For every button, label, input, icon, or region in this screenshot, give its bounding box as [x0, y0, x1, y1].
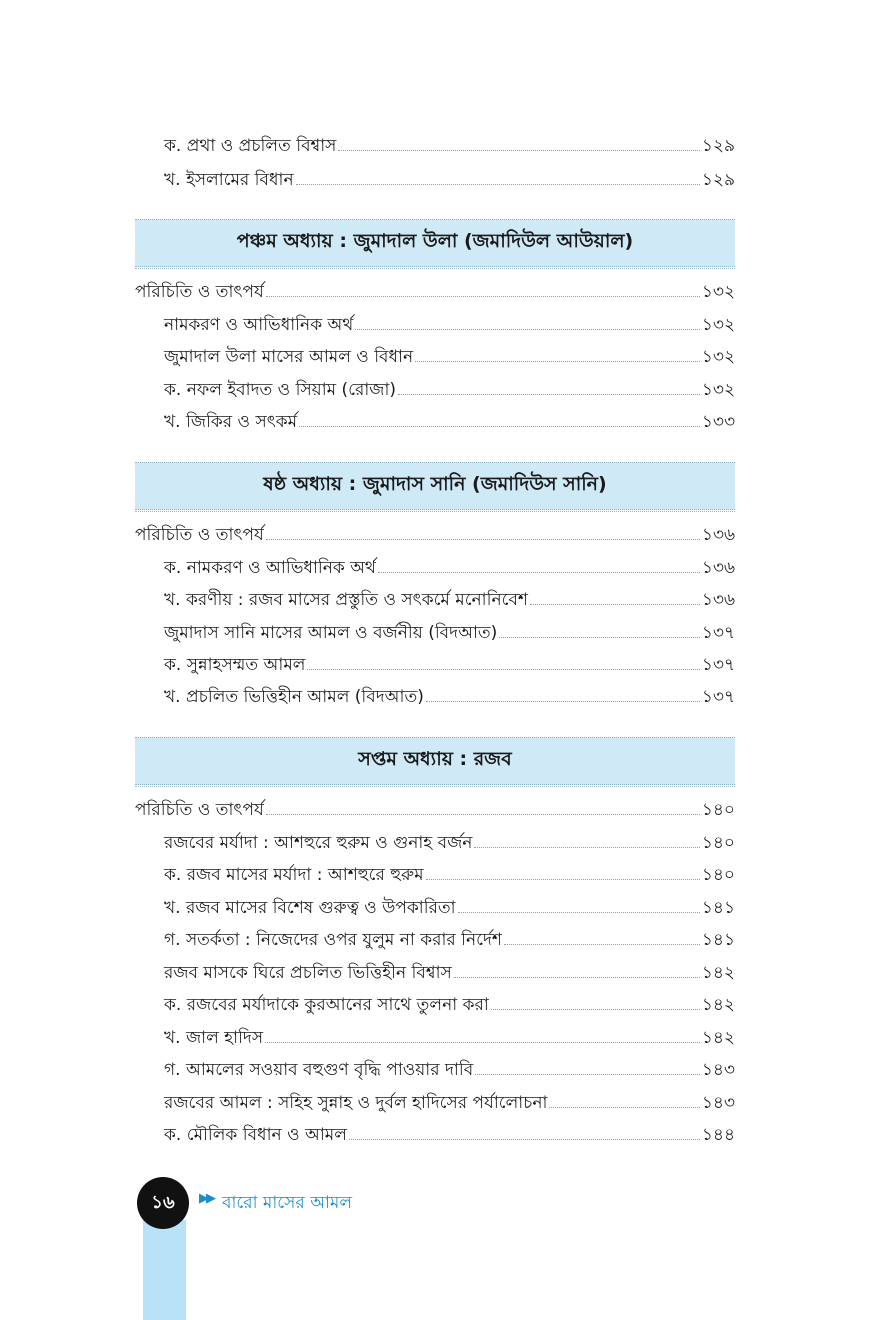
toc-entry-page: ১৪৩ [701, 1060, 735, 1080]
toc-entry-page: ১৪৩ [701, 1093, 735, 1113]
toc-entry[interactable] [135, 892, 735, 920]
toc-entry-page: ১৪০ [701, 800, 735, 820]
page-number-badge [137, 1177, 189, 1229]
toc-entry-page: ১২৯ [701, 136, 735, 156]
dotted-leader [454, 976, 700, 978]
toc-entry[interactable] [135, 374, 735, 402]
dotted-leader [474, 846, 699, 848]
dotted-leader [349, 1138, 700, 1140]
toc-entry-label: ক. সুন্নাহসম্মত আমল [164, 655, 306, 675]
dotted-leader [338, 149, 699, 151]
toc-entry-page: ১৩৬ [701, 590, 735, 610]
toc-entry-label: জুমাদাস সানি মাসের আমল ও বর্জনীয় (বিদআত) [164, 623, 498, 643]
toc-entry[interactable] [135, 1087, 735, 1115]
toc-entry[interactable] [135, 519, 735, 547]
chapter-title: ষষ্ঠ অধ্যায় : জুমাদাস সানি (জমাদিউস সানি) [263, 473, 607, 495]
toc-entry-page: ১৩৩ [701, 412, 735, 432]
dotted-leader [296, 183, 700, 185]
chapter-heading [135, 219, 735, 267]
toc-entry-page: ১৩৬ [701, 525, 735, 545]
toc-entry[interactable] [135, 957, 735, 985]
toc-entry-page: ১২৯ [701, 170, 735, 190]
dotted-leader [355, 328, 700, 330]
toc-entry-page: ১৪২ [701, 1028, 735, 1048]
toc-entry[interactable] [135, 130, 735, 158]
toc-entry-label: খ. জিকির ও সৎকর্ম [164, 412, 298, 432]
dotted-leader [266, 295, 700, 297]
dotted-leader [266, 538, 700, 540]
toc-entry[interactable] [135, 1022, 735, 1050]
toc-entry-label: গ. আমলের সওয়াব বহুগুণ বৃদ্ধি পাওয়ার দাবি [164, 1060, 474, 1080]
toc-entry-page: ১৩৬ [701, 558, 735, 578]
toc-entry-label: খ. রজব মাসের বিশেষ গুরুত্ব ও উপকারিতা [164, 898, 456, 918]
toc-entry-page: ১৪১ [701, 898, 735, 918]
dotted-leader [299, 425, 700, 427]
toc-entry-page: ১৩২ [701, 347, 735, 367]
toc-entry-label: খ. করণীয় : রজব মাসের প্রস্তুতি ও সৎকর্মে মনোনিবেশ [164, 590, 528, 610]
toc-entry[interactable] [135, 276, 735, 304]
dotted-leader [398, 393, 700, 395]
toc-entry-page: ১৩২ [701, 315, 735, 335]
dotted-leader [426, 700, 700, 702]
dotted-leader [307, 668, 699, 670]
running-book-title: বারো মাসের আমল [222, 1193, 353, 1213]
toc-entry-label: ক. নামকরণ ও আভিধানিক অর্থ [164, 558, 376, 578]
toc-entry-label: খ. জাল হাদিস [164, 1028, 264, 1048]
toc-entry[interactable] [135, 989, 735, 1017]
dotted-leader [491, 1008, 700, 1010]
toc-entry-label: রজবের আমল : সহিহ সুন্নাহ ও দুর্বল হাদিসের পর্যালোচনা [164, 1093, 548, 1113]
toc-entry-label: নামকরণ ও আভিধানিক অর্থ [164, 315, 354, 335]
dotted-leader [378, 571, 700, 573]
dotted-leader [530, 603, 700, 605]
chapter-heading [135, 462, 735, 510]
page-number: ১৬ [151, 1191, 175, 1213]
toc-entry-label: ক. রজবের মর্যাদাকে কুরআনের সাথে তুলনা করা [164, 995, 489, 1015]
toc-entry-label: ক. প্রথা ও প্রচলিত বিশ্বাস [164, 136, 337, 156]
toc-entry-label: পরিচিতি ও তাৎপর্য [135, 525, 264, 545]
toc-entry[interactable] [135, 924, 735, 952]
toc-entry[interactable] [135, 1119, 735, 1147]
toc-entry[interactable] [135, 552, 735, 580]
toc-entry-label: ক. মৌলিক বিধান ও আমল [164, 1125, 347, 1145]
toc-entry-label: রজবের মর্যাদা : আশহুরে হুরুম ও গুনাহ বর্জন [164, 833, 473, 853]
toc-entry-label: খ. প্রচলিত ভিত্তিহীন আমল (বিদআত) [164, 687, 424, 707]
toc-entry-page: ১৩২ [701, 282, 735, 302]
toc-entry-page: ১৩২ [701, 380, 735, 400]
toc-entry-page: ১৩৭ [701, 687, 735, 707]
toc-entry-label: পরিচিতি ও তাৎপর্য [135, 282, 264, 302]
dotted-leader [504, 943, 700, 945]
dotted-leader [549, 1106, 699, 1108]
toc-entry-page: ১৪০ [701, 833, 735, 853]
toc-entry[interactable] [135, 341, 735, 369]
dotted-leader [265, 1041, 700, 1043]
toc-entry[interactable] [135, 406, 735, 434]
toc-entry-page: ১৪০ [701, 865, 735, 885]
toc-entry-label: জুমাদাল উলা মাসের আমল ও বিধান [164, 347, 414, 367]
toc-entry[interactable] [135, 584, 735, 612]
section-divider [135, 268, 735, 269]
toc-entry-page: ১৪৪ [701, 1125, 735, 1145]
toc-entry-label: খ. ইসলামের বিধান [164, 170, 294, 190]
section-divider [135, 786, 735, 787]
chapter-title: সপ্তম অধ্যায় : রজব [358, 748, 512, 770]
dotted-leader [426, 878, 700, 880]
toc-entry-label: গ. সতর্কতা : নিজেদের ওপর যুলুম না করার নির্দেশ [164, 930, 502, 950]
toc-entry[interactable] [135, 164, 735, 192]
toc-entry[interactable] [135, 309, 735, 337]
toc-entry-page: ১৪২ [701, 963, 735, 983]
footer-accent-strip [143, 1220, 186, 1320]
toc-entry-label: ক. নফল ইবাদত ও সিয়াম (রোজা) [164, 380, 397, 400]
toc-entry-label: রজব মাসকে ঘিরে প্রচলিত ভিত্তিহীন বিশ্বাস [164, 963, 452, 983]
toc-entry-page: ১৪১ [701, 930, 735, 950]
toc-entry-label: পরিচিতি ও তাৎপর্য [135, 800, 264, 820]
toc-entry-page: ১৩৭ [701, 655, 735, 675]
toc-entry[interactable] [135, 649, 735, 677]
dotted-leader [475, 1073, 700, 1075]
section-divider [135, 511, 735, 512]
dotted-leader [266, 813, 700, 815]
toc-entry[interactable] [135, 794, 735, 822]
toc-entry[interactable] [135, 681, 735, 709]
toc-entry-page: ১৩৭ [701, 623, 735, 643]
dotted-leader [458, 911, 700, 913]
toc-entry[interactable] [135, 827, 735, 855]
chapter-title: পঞ্চম অধ্যায় : জুমাদাল উলা (জমাদিউল আউয়াল) [236, 230, 634, 252]
toc-entry[interactable] [135, 1054, 735, 1082]
toc-entry[interactable] [135, 617, 735, 645]
dotted-leader [415, 360, 700, 362]
chapter-heading [135, 737, 735, 785]
toc-entry[interactable] [135, 859, 735, 887]
dotted-leader [499, 636, 700, 638]
toc-entry-label: ক. রজব মাসের মর্যাদা : আশহুরে হুরুম [164, 865, 424, 885]
double-arrow-icon: ▶▶ [199, 1191, 213, 1206]
toc-entry-page: ১৪২ [701, 995, 735, 1015]
